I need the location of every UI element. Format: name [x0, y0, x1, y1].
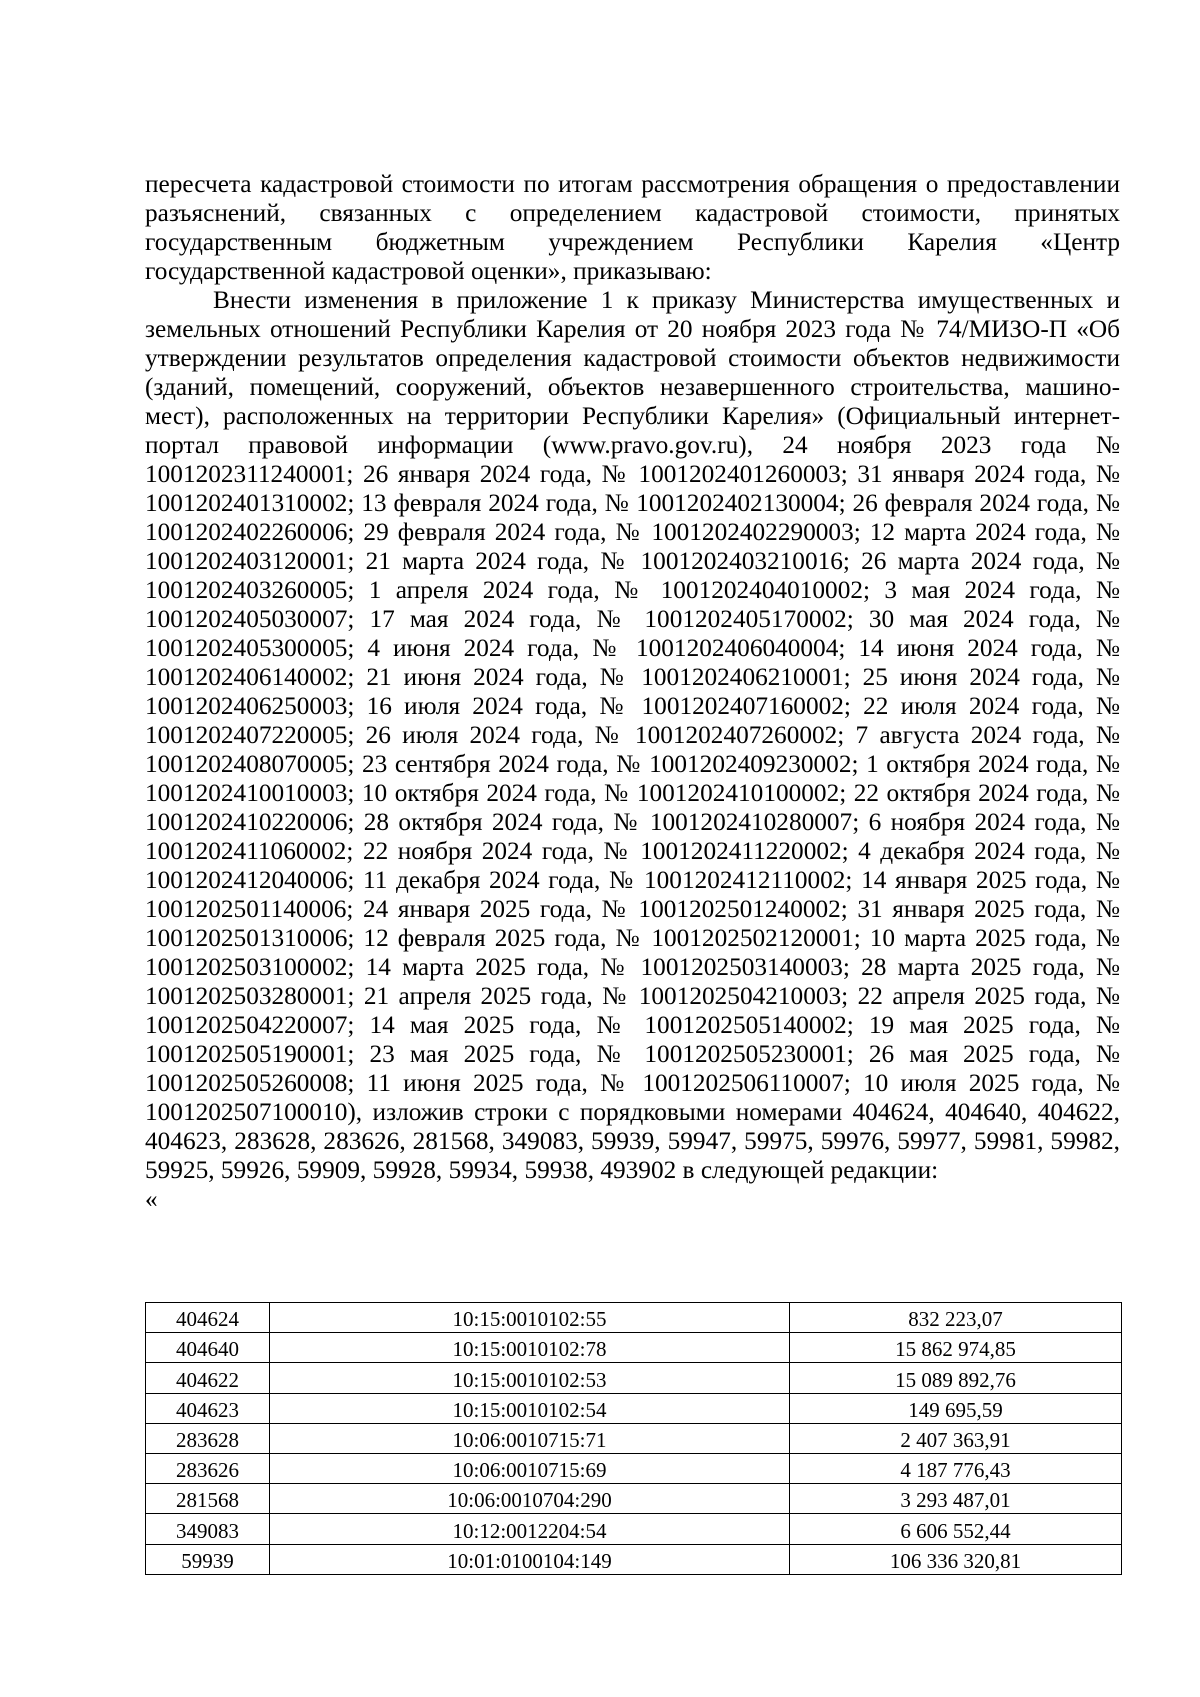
cadastral-values-table [145, 1302, 1122, 1575]
cadastral-value-cell: 832 223,07 [790, 1303, 1122, 1333]
table-row [146, 1303, 1122, 1333]
table-row [146, 1544, 1122, 1574]
cadastral-number-cell: 10:12:0012204:54 [270, 1514, 790, 1544]
table-row [146, 1514, 1122, 1544]
cadastral-number-cell: 10:15:0010102:54 [270, 1393, 790, 1423]
cadastral-value-cell: 4 187 776,43 [790, 1453, 1122, 1483]
cadastral-number-cell: 10:15:0010102:78 [270, 1333, 790, 1363]
row-number-cell: 349083 [146, 1514, 270, 1544]
cadastral-value-cell: 149 695,59 [790, 1393, 1122, 1423]
paragraph-order: Внести изменения в приложение 1 к приказу Министерства имущественных и земельных отношений Республики Карелия от 20 ноября 2023 года № 74/МИЗО-П «Об утверждении результатов определения кадастровой стоимости объектов недвижимости (зданий, помещений, сооружений, объектов незавершенного строительства, машино-мест), расположенных на территории Республики Карелия» (Официальный интернет-портал правовой информации (www.pravo.gov.ru), 24 ноября 2023 года № 1001202311240001; 26 января 2024 года, № 1001202401260003; 31 января 2024 года, № 1001202401310002; 13 февраля 2024 года, № 1001202402130004; 26 февраля 2024 года, № 1001202402260006; 29 февраля 2024 года, № 1001202402290003; 12 марта 2024 года, № 1001202403120001; 21 марта 2024 года, № 1001202403210016; 26 марта 2024 года, № 1001202403260005; 1 апреля 2024 года, № 1001202404010002; 3 мая 2024 года, № 1001202405030007; 17 мая 2024 года, № 1001202405170002; 30 мая 2024 года, № 1001202405300005; 4 июня 2024 года, № 1001202406040004; 14 июня 2024 года, № 1001202406140002; 21 июня 2024 года, № 1001202406210001; 25 июня 2024 года, № 1001202406250003; 16 июля 2024 года, № 1001202407160002; 22 июля 2024 года, № 1001202407220005; 26 июля 2024 года, № 1001202407260002; 7 августа 2024 года, № 1001202408070005; 23 сентября 2024 года, № 1001202409230002; 1 октября 2024 года, № 1001202410010003; 10 октября 2024 года, № 1001202410100002; 22 октября 2024 года, № 1001202410220006; 28 октября 2024 года, № 1001202410280007; 6 ноября 2024 года, № 1001202411060002; 22 ноября 2024 года, № 1001202411220002; 4 декабря 2024 года, № 1001202412040006; 11 декабря 2024 года, № 1001202412110002; 14 января 2025 года, № 1001202501140006; 24 января 2025 года, № 1001202501240002; 31 января 2025 года, № 1001202501310006; 12 февраля 2025 года, № 1001202502120001; 10 марта 2025 года, № 1001202503100002; 14 марта 2025 года, № 1001202503140003; 28 марта 2025 года, № 1001202503280001; 21 апреля 2025 года, № 1001202504210003; 22 апреля 2025 года, № 1001202504220007; 14 мая 2025 года, № 1001202505140002; 19 мая 2025 года, № 1001202505190001; 23 мая 2025 года, № 1001202505230001; 26 мая 2025 года, № 1001202505260008; 11 июня 2025 года, № 1001202506110007; 10 июля 2025 года, № 1001202507100010), изложив строки с порядковыми номерами 404624, 404640, 404622, 404623, 283628, 283626, 281568, 349083, 59939, 59947, 59975, 59976, 59977, 59981, 59982, 59925, 59926, 59909, 59928, 59934, 59938, 493902 в следующей редакции: [145, 286, 1120, 1184]
row-number-cell: 281568 [146, 1484, 270, 1514]
table-row [146, 1393, 1122, 1423]
row-number-cell: 283626 [146, 1453, 270, 1483]
cadastral-value-cell: 106 336 320,81 [790, 1544, 1122, 1574]
document-body [145, 170, 1120, 1214]
cadastral-number-cell: 10:15:0010102:55 [270, 1303, 790, 1333]
cadastral-number-cell: 10:01:0100104:149 [270, 1544, 790, 1574]
paragraph-preamble: пересчета кадастровой стоимости по итогам рассмотрения обращения о предоставлении разъяснений, связанных с определением кадастровой стоимости, принятых государственным бюджетным учреждением Республики Карелия «Центр государственной кадастровой оценки», приказываю: [145, 170, 1120, 285]
cadastral-value-cell: 2 407 363,91 [790, 1423, 1122, 1453]
row-number-cell: 404622 [146, 1363, 270, 1393]
row-number-cell: 59939 [146, 1544, 270, 1574]
table-row [146, 1484, 1122, 1514]
quote-open-mark: « [145, 1185, 158, 1213]
table-row [146, 1333, 1122, 1363]
row-number-cell: 283628 [146, 1423, 270, 1453]
row-number-cell: 404640 [146, 1333, 270, 1363]
cadastral-value-cell: 6 606 552,44 [790, 1514, 1122, 1544]
row-number-cell: 404623 [146, 1393, 270, 1423]
cadastral-value-cell: 15 089 892,76 [790, 1363, 1122, 1393]
cadastral-number-cell: 10:06:0010715:69 [270, 1453, 790, 1483]
cadastral-number-cell: 10:06:0010704:290 [270, 1484, 790, 1514]
table-row [146, 1363, 1122, 1393]
table-row [146, 1453, 1122, 1483]
cadastral-number-cell: 10:06:0010715:71 [270, 1423, 790, 1453]
table-row [146, 1423, 1122, 1453]
cadastral-value-cell: 15 862 974,85 [790, 1333, 1122, 1363]
cadastral-number-cell: 10:15:0010102:53 [270, 1363, 790, 1393]
cadastral-value-cell: 3 293 487,01 [790, 1484, 1122, 1514]
row-number-cell: 404624 [146, 1303, 270, 1333]
